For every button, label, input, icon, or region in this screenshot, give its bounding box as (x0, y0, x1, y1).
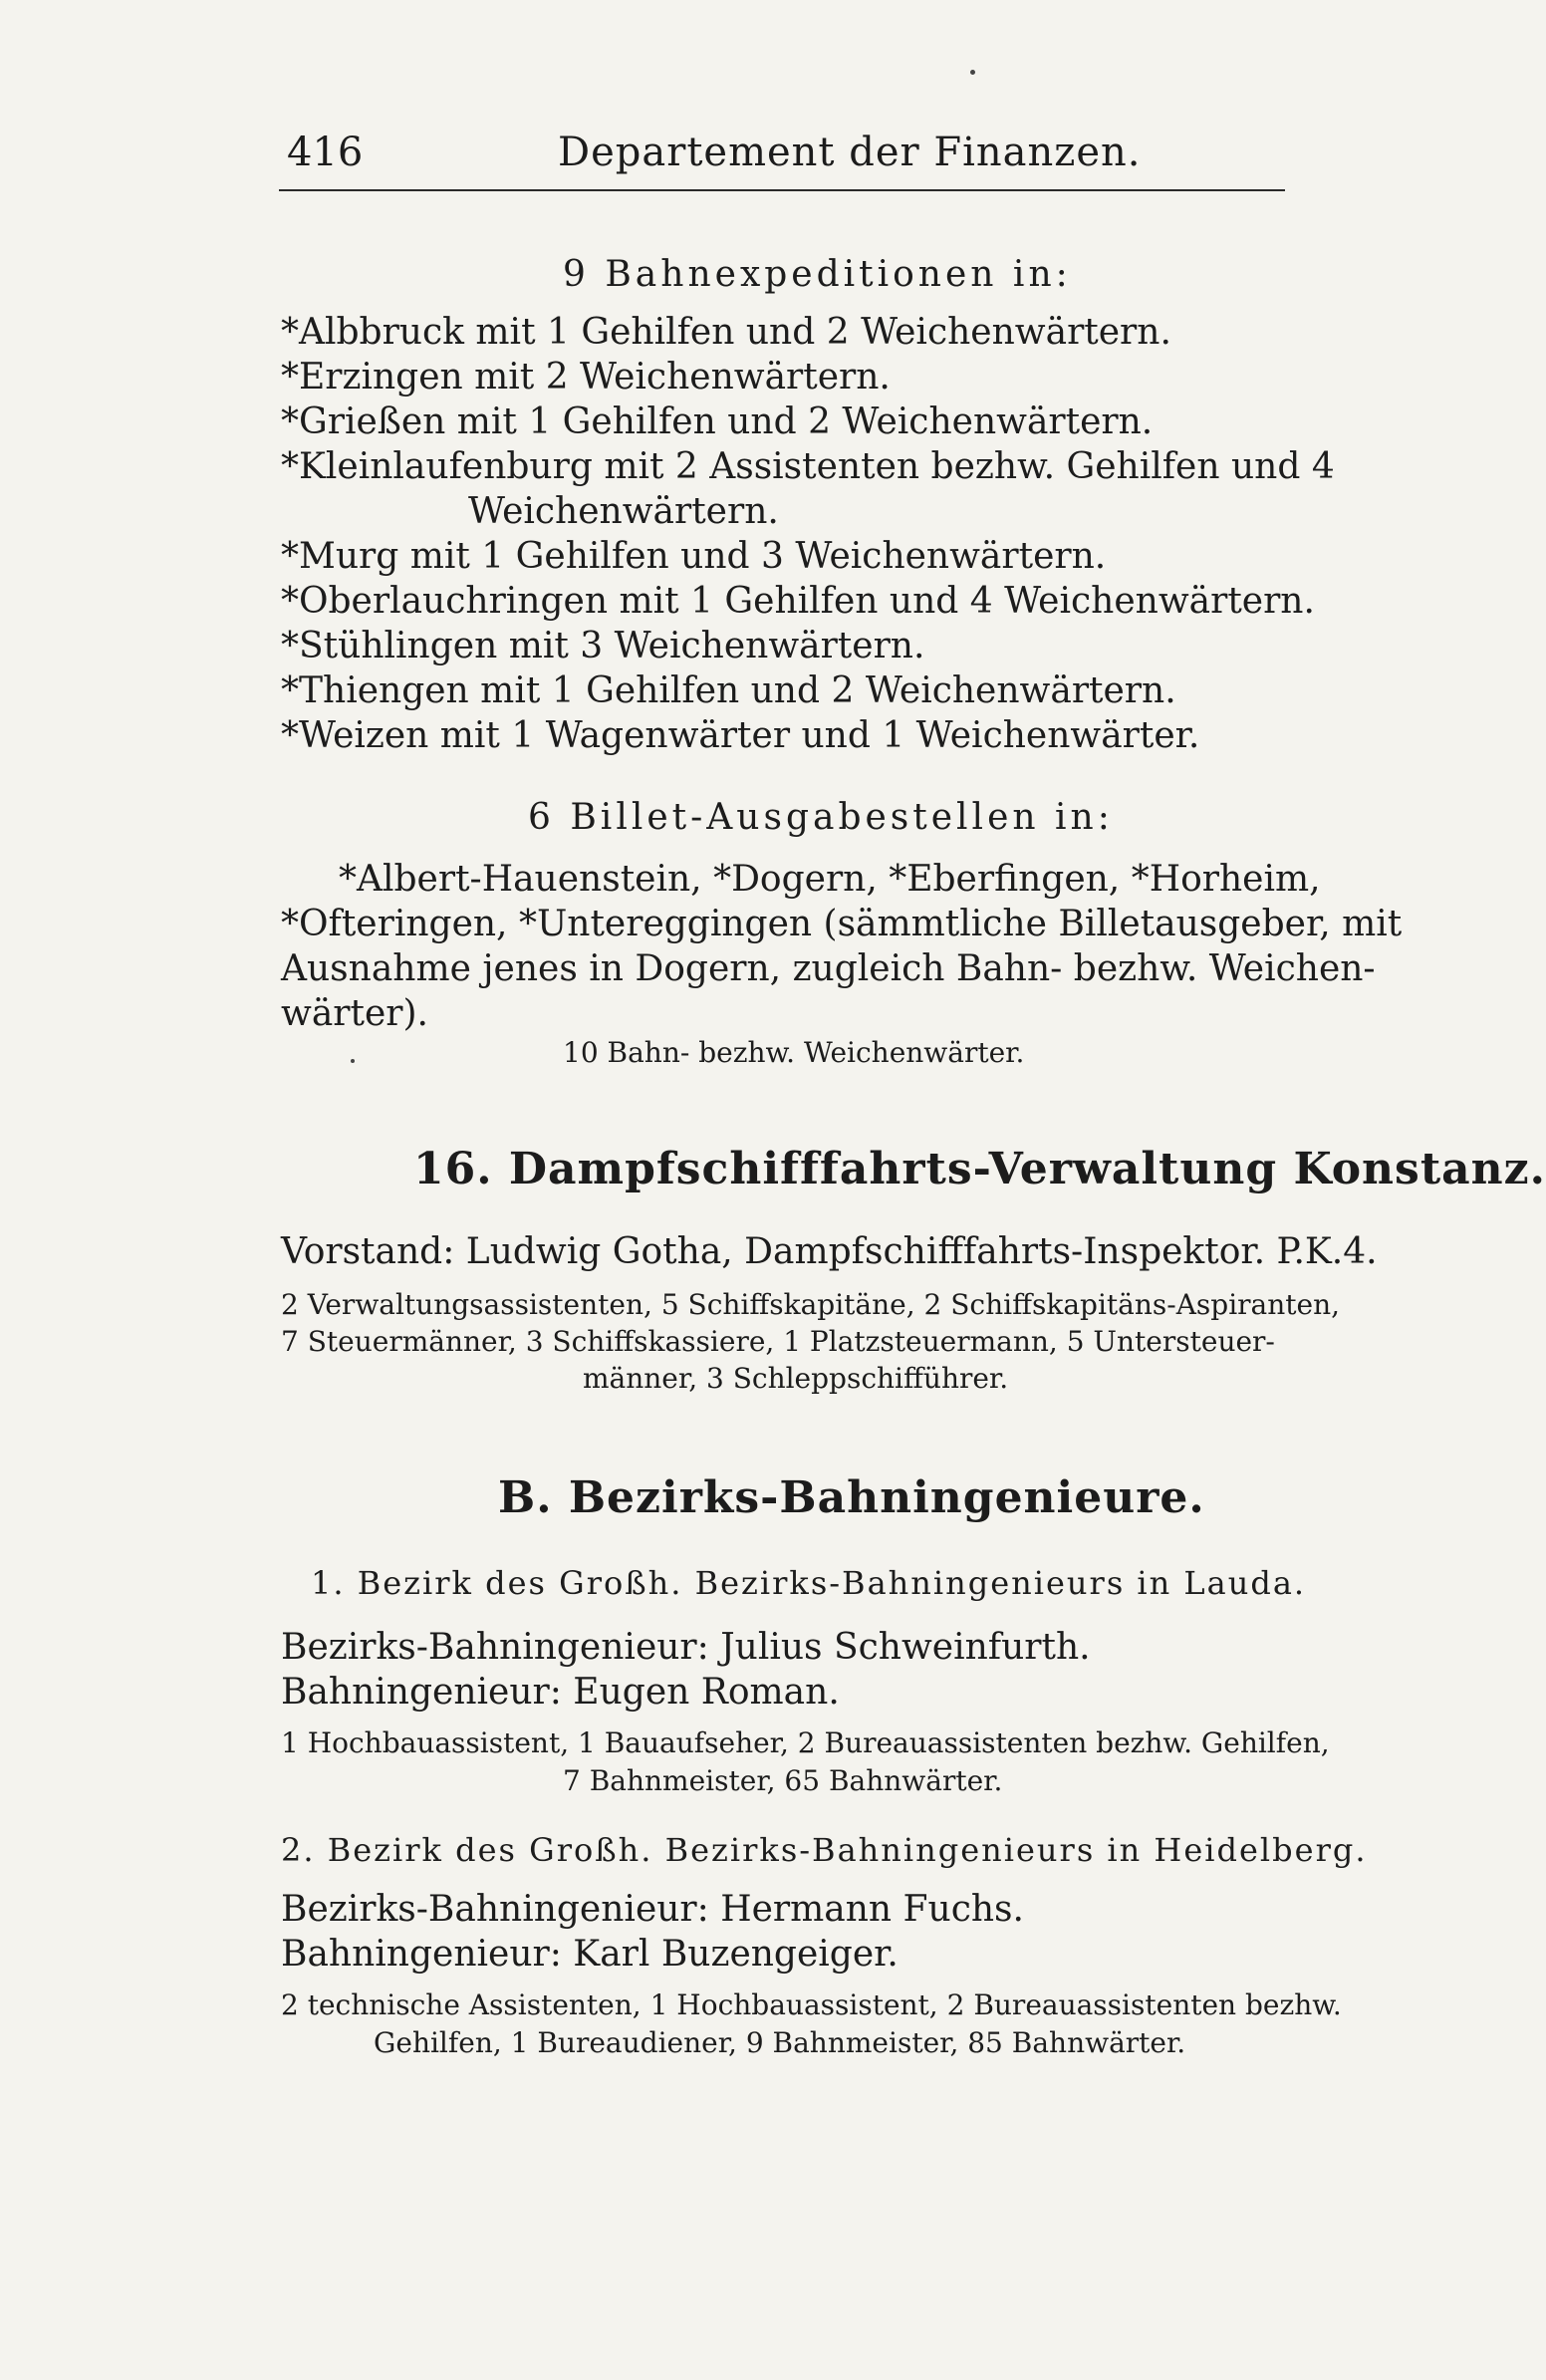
list-item: *Erzingen mit 2 Weichenwärtern. (281, 357, 891, 397)
list-item: *Stühlingen mit 3 Weichenwärtern. (281, 626, 925, 666)
staff-line: 2 Verwaltungsassistenten, 5 Schiffskapitäne, 2 Schiffskapitäns-Aspiranten, (281, 1288, 1341, 1321)
billet-line: *Albert-Hauenstein, *Dogern, *Eberfingen, *Horheim, (339, 859, 1321, 900)
staff-line: 2 technische Assistenten, 1 Hochbauassistent, 2 Bureauassistenten bezhw. (281, 1988, 1342, 2021)
list-item: *Albbruck mit 1 Gehilfen und 2 Weichenwärtern. (281, 312, 1171, 353)
staff-line: 7 Bahnmeister, 65 Bahnwärter. (563, 1764, 1003, 1797)
running-title: Departement der Finanzen. (558, 130, 1142, 175)
bezirk1-line: Bahningenieur: Eugen Roman. (281, 1672, 840, 1713)
billet-line: *Ofteringen, *Untereggingen (sämmtliche Billetausgeber, mit (281, 904, 1403, 944)
billet-heading: 6 Billet-Ausgabestellen in: (528, 797, 1114, 838)
staff-line: 1 Hochbauassistent, 1 Bauaufseher, 2 Bureauassistenten bezhw. Gehilfen, (281, 1726, 1330, 1759)
page-number: 416 (287, 130, 364, 175)
bezirk2-line: Bezirks-Bahningenieur: Hermann Fuchs. (281, 1889, 1024, 1930)
staff-line: männer, 3 Schleppschifführer. (583, 1362, 1009, 1395)
bezirk1-heading: 1. Bezirk des Großh. Bezirks-Bahningenieurs in Lauda. (311, 1564, 1307, 1602)
speck-mark (970, 70, 975, 75)
section16-vorstand: Vorstand: Ludwig Gotha, Dampfschifffahrts-Inspektor. P.K.4. (281, 1231, 1378, 1272)
staff-line: Gehilfen, 1 Bureaudiener, 9 Bahnmeister, 85 Bahnwärter. (374, 2026, 1186, 2059)
list-item: *Thiengen mit 1 Gehilfen und 2 Weichenwärtern. (281, 670, 1176, 711)
list-item: *Murg mit 1 Gehilfen und 3 Weichenwärtern. (281, 536, 1107, 577)
bezirk1-line: Bezirks-Bahningenieur: Julius Schweinfurth. (281, 1627, 1091, 1668)
billet-note: 10 Bahn- bezhw. Weichenwärter. (563, 1036, 1025, 1069)
billet-line: Ausnahme jenes in Dogern, zugleich Bahn- bezhw. Weichen- (281, 948, 1376, 989)
staff-line: 7 Steuermänner, 3 Schiffskassiere, 1 Platzsteuermann, 5 Untersteuer- (281, 1325, 1275, 1358)
bezirk2-heading: 2. Bezirk des Großh. Bezirks-Bahningenieurs in Heidelberg. (281, 1831, 1368, 1869)
list-item: *Kleinlaufenburg mit 2 Assistenten bezhw. Gehilfen und 4 (281, 446, 1335, 487)
list-item: *Weizen mit 1 Wagenwärter und 1 Weichenwärter. (281, 715, 1200, 756)
page-header (279, 130, 1285, 191)
section16-title: 16. Dampfschifffahrts-Verwaltung Konstanz. (413, 1144, 1546, 1194)
bezirk2-line: Bahningenieur: Karl Buzengeiger. (281, 1934, 899, 1975)
billet-line: wärter). (281, 993, 428, 1034)
list-item-continuation: Weichenwärtern. (468, 491, 779, 532)
list-item: *Grießen mit 1 Gehilfen und 2 Weichenwärtern. (281, 401, 1154, 442)
list-item: *Oberlauchringen mit 1 Gehilfen und 4 Weichenwärtern. (281, 581, 1315, 622)
sectionB-title: B. Bezirks-Bahningenieure. (498, 1472, 1205, 1523)
bahnexpeditionen-heading: 9 Bahnexpeditionen in: (563, 254, 1072, 295)
speck-mark (351, 1059, 355, 1063)
